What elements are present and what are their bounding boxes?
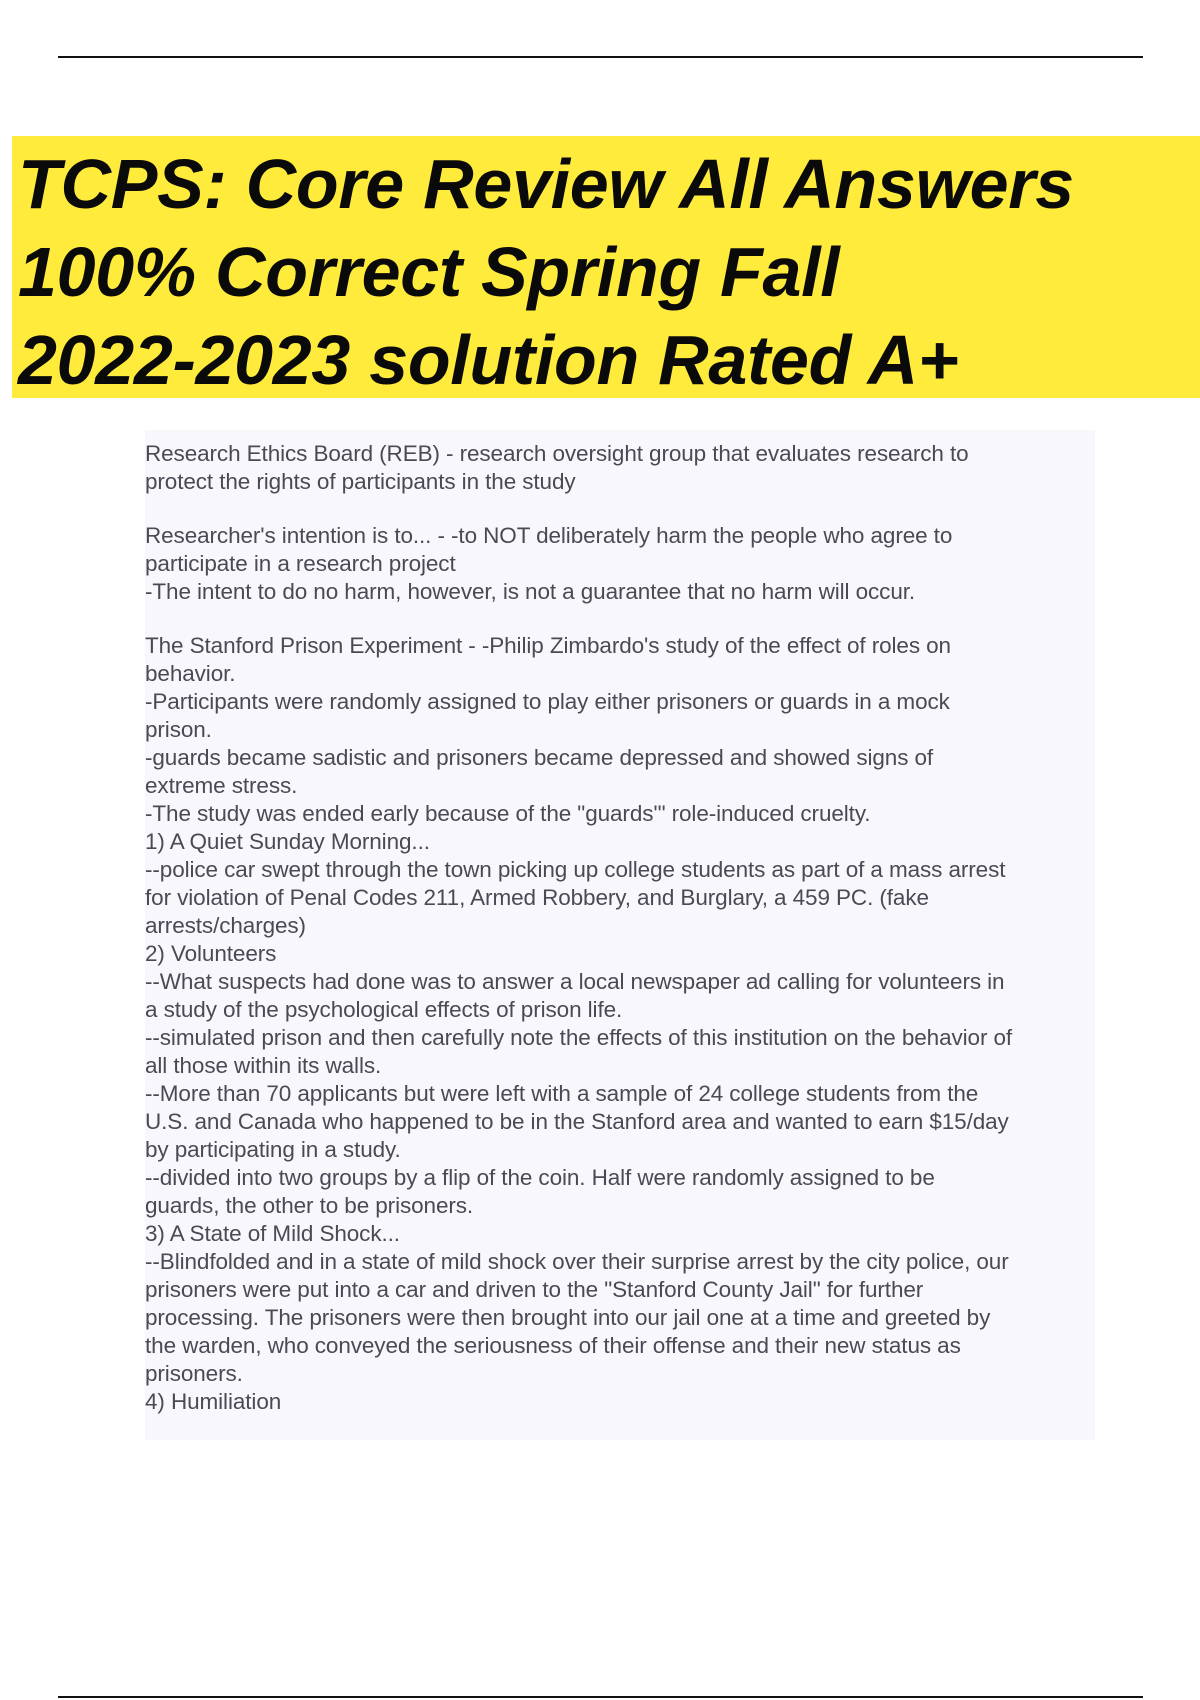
text-line: processing. The prisoners were then brought into our jail one at a time and greeted by xyxy=(145,1305,991,1330)
section-heading: 1) A Quiet Sunday Morning... xyxy=(145,829,430,854)
entry-reb xyxy=(145,440,1095,496)
text-line: arrests/charges) xyxy=(145,913,306,938)
text-line: the warden, who conveyed the seriousness of their offense and their new status as xyxy=(145,1333,961,1358)
text-line: all those within its walls. xyxy=(145,1053,382,1078)
section-heading: 3) A State of Mild Shock... xyxy=(145,1221,400,1246)
text-line: -Participants were randomly assigned to play either prisoners or guards in a mock xyxy=(145,689,950,714)
top-rule xyxy=(58,56,1143,58)
text-line: prisoners were put into a car and driven to the "Stanford County Jail" for further xyxy=(145,1277,924,1302)
section-heading: 4) Humiliation xyxy=(145,1389,282,1414)
text-line: participate in a research project xyxy=(145,551,456,576)
text-line: Researcher's intention is to... - -to NOT deliberately harm the people who agree to xyxy=(145,523,953,548)
title-line-2: 100% Correct Spring Fall xyxy=(18,233,840,311)
text-line: behavior. xyxy=(145,661,236,686)
entry-researcher-intention xyxy=(145,522,1095,606)
text-line: by participating in a study. xyxy=(145,1137,401,1162)
text-line: a study of the psychological effects of prison life. xyxy=(145,997,623,1022)
text-line: Research Ethics Board (REB) - research oversight group that evaluates research to xyxy=(145,441,969,466)
text-line: --police car swept through the town picking up college students as part of a mass arrest xyxy=(145,857,1006,882)
text-line: for violation of Penal Codes 211, Armed Robbery, and Burglary, a 459 PC. (fake xyxy=(145,885,929,910)
title-banner xyxy=(12,136,1200,398)
text-line: --Blindfolded and in a state of mild shock over their surprise arrest by the city police, our xyxy=(145,1249,1009,1274)
document-body xyxy=(145,430,1095,1440)
bottom-rule xyxy=(58,1696,1143,1698)
text-line: U.S. and Canada who happened to be in the Stanford area and wanted to earn $15/day xyxy=(145,1109,1009,1134)
text-line: extreme stress. xyxy=(145,773,298,798)
text-line: --What suspects had done was to answer a local newspaper ad calling for volunteers in xyxy=(145,969,1005,994)
text-line: prisoners. xyxy=(145,1361,243,1386)
text-line: The Stanford Prison Experiment - -Philip Zimbardo's study of the effect of roles on xyxy=(145,633,951,658)
text-line: protect the rights of participants in the study xyxy=(145,469,576,494)
text-line: --simulated prison and then carefully note the effects of this institution on the behavior of xyxy=(145,1025,1013,1050)
title-line-3: 2022-2023 solution Rated A+ xyxy=(18,321,959,399)
title-line-1: TCPS: Core Review All Answers xyxy=(18,145,1074,223)
text-line: guards, the other to be prisoners. xyxy=(145,1193,474,1218)
text-line: -guards became sadistic and prisoners became depressed and showed signs of xyxy=(145,745,934,770)
text-line: -The study was ended early because of the "guards'" role-induced cruelty. xyxy=(145,801,871,826)
text-line: --More than 70 applicants but were left with a sample of 24 college students from the xyxy=(145,1081,979,1106)
text-line: -The intent to do no harm, however, is not a guarantee that no harm will occur. xyxy=(145,579,916,604)
entry-stanford-prison xyxy=(145,632,1095,1416)
text-line: prison. xyxy=(145,717,212,742)
text-line: --divided into two groups by a flip of the coin. Half were randomly assigned to be xyxy=(145,1165,935,1190)
section-heading: 2) Volunteers xyxy=(145,941,277,966)
